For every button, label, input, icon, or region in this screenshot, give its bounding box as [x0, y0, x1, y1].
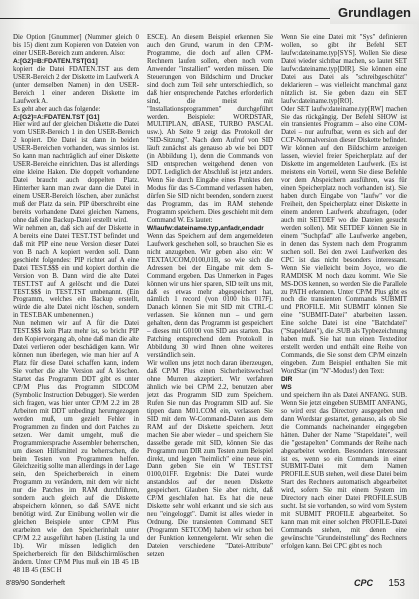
- code-line: W/laufw:dateiname.typ,anfadr,endadr: [147, 224, 264, 232]
- code-line: A:[G2]=A:FDATEN.TST [G1]: [13, 113, 100, 121]
- paragraph: Nun nehmen wir auf A für die Datei TEST.$$$ kein Platz mehr ist, so bricht PIP den Kopiervorgang ab, ohne daß man die alte Datei verlieren oder beschädigen kann. Wir können nun überlegen, wie man hier auf A Platz für diese Datei schaffen kann, indem Sie vorher die alte Version auf A löschen. Startet das Programm DDT gibt es unter CP/M Plus das Programm SIDCOM (Symbolic Instruction Debugger). Sie werden sich fragen, was hier unter CP/M 2.2 im 28 Arbeiten mit DDT unbedingt herumgezogen werden muß, um gezielt Fehler in Programmen zu finden und dort Patches zu setzen. Wer damit umgeht, muß die Programmiersprache Assembler beherrschen, um diesen Hilfsmittel zu beherrschen, die beim Testen von Programmen helfen. Gleichzeitig sollte man allerdings in der Lage sein, den Speicherbereich in einem Programm zu verändern, mit dem wir nicht nur die Patches im RAM durchführen, sondern auch gleich auf die Diskette abspeichern können, so daß SAVE nicht benötigt wird. Zur Einübung wollen wir die gleichen Beispiele unter CP/M Plus erarbeiten wie den Speicherinhalt unter CP/M 2.2 ausgeführt haben (Listing 1a und 1b). Wir müssen lediglich den Speicherbereich für den Bildschirmlöschen ändern. Unter CP/M Plus muß ein 1B 45 1B 48 1B 45 (ESC H: [13, 320, 139, 574]
- paragraph: Oder SET laufw:dateiname.typ[RW] machen Sie das rückgängig. Der Befehl SHOW ist ein transientes Programm – also eine COM-Datei – nur aufrufbar, wenn es sich auf der CCP-Normalversion dieser Diskette befindet. Wir können auf den Bildschirm anzeigen lassen, wieviel freier Speicherplatz auf der Diskette im angemeldeten Laufwerk. (Es ist meistens ein Vorteil, wenn Sie diese Befehle vor dem Abspeichern ausführen, was für einen Speicherplatz noch vorhanden ist). Sie haben durch Eingabe von "laufw" vor die Freiheit, den Speicherplatz einer Diskette in einem anderen Laufwerk abzufragen, (oder auch mit SETDEF wo die Dateien gesucht werden sollen). Mit SETDEF können Sie in einem "Suchpfad" alle Laufwerke angeben, in denen das System nach dem Programm suchen soll. Bei den zwei Laufwerken des CPC ist das nicht besonders interessant. Wenn Sie vielleicht beim Joyce, wo die RAMDISK M noch dazu kommt. Wie Sie MS-DOS kennen, so werden Sie die Parallele zu PATH erkennen. Unter CP/M Plus gibt es noch die transienten Commands SUBMIT und PROFILE. Mit SUBMIT können Sie eine "SUBMIT-Datei" abarbeiten lassen. Eine solche Datei ist eine "Batchdatei" ("Stapeldatei"), die .SUB als Typbezeichnung haben muß. Sie hat nun einen Texteditor erstellt werden und enthält eine Reihe von Commands, die Sie sonst dem CP/M einzeln eingeben. Zum Beispiel enthalten Sie mit WordStar (im "N"-Modus!) den Text:: [281, 105, 407, 376]
- paragraph: Hier wird auf der gleichen Diskette die Datei vom USER-Bereich 1 in den USER-Bereich 2 kopiert. Die Datei ist dann in beiden USER-Bereichen vorhanden, was sinnlos ist. So kann man nachträglich auf einer Diskette USER-Bereiche einrichten. Das ist allerdings eine kleine Haken. Die doppelt vorhandene Datei braucht auch doppelten Platz. Hinterher kann man zwar dann die Datei in einem USER-Bereich löschen, aber zunächst muß der Platz da sein. PIP überschreibt eine bereits vorhandene Datei gleichen Namens, ohne daß eine Backup-Datei erstellt wird.: [13, 121, 139, 224]
- code-line: A:[G2]=B:FDATEN.TST[G1]: [13, 57, 98, 65]
- code-line: WS: [281, 383, 292, 391]
- page-header: [0, 0, 419, 30]
- page-number: 153: [388, 578, 405, 589]
- paragraph: Wenn das Speichern auf dem angemeldeten Laufwerk geschehen soll, so brauchen Sie es nicht anzugeben. Wir geben also ein: W TEXTAUCOM,0100,01B, so wie sich die Adressen bei der Eingabe mit dem S-Command ergeben. Das Unmerken in Pages können wir uns hier sparen, SID teilt uns mit, daß es etwas mehr abgespeichert hat, nämlich 1 record (von 0100 bis 017F). Danach können Sie mit SID mit CTRL-C verlassen. Sie können nun – und gern gehalten, denn das Programm ist gespeichert – dieses mit G0100 von SID aus starten. Das Patching entsprechend dem Protokoll in Abbildung 30 wird Ihnen ohne weiteres verständlich sein.: [147, 232, 273, 360]
- paragraph: Wir wollen uns jetzt noch daran überzeugen, daß CP/M Plus einen Sicherheitswechsel ohne Murren akzeptiert. Wir verfahren ähnlich wie bei CP/M 2.2, benutzen aber jetzt das Programm SID zum Speichern. Rufen Sie nun das Programm SID auf. Sie tippen dann M01.COM ein, verlassen Sie SID mit dem W-Command-Daten aus dem RAM auf der Diskette speichern. Jetzt machen Sie aber wieder – und speichern Sie dasselbe gerade mit SID, können Sie das Programm nun DIR zum Testen zum Beispiel direkt, und legen "heimlich" eine neue ein. Dann geben Sie ein W TEST.TST 0100,01FF. Ergebnis: Die Datei wurde anstandslos auf der neuen Diskette gespeichert. Glauben Sie aber nicht, daß CP/M geschlafen hat. Es hat die neue Diskette sehr wohl erkannt und sie sich aus neu "eingeloggt". Damit ist alles wieder in Ordnung. Die transienten Command SET (Programm SETCOM) haben wir schon bei der Funktion kennengelernt. Wir sehen die Dateien verschiedene "Datei-Attribute" setzen: [147, 360, 273, 558]
- paragraph: Es geht aber auch das folgende:: [13, 105, 101, 113]
- header-rule: [0, 18, 330, 19]
- column-3: [281, 34, 407, 570]
- column-2: [147, 34, 273, 570]
- paragraph: ESCE). An diesem Beispiel erkennen Sie auch den Grund, warum in den CP/M-Programme, die doch auf allen CPM-Rechnern laufen sollen, eben noch vom Anwender "installiert" werden müssen. Die Steuerungen von Bildschirm und Drucker sind doch zum Teil sehr unterschiedlich, so daß hier entsprechende Patches erforderlich sind, die meist mit "Installationsprogrammen" durchgeführt werden. Beispiele: WORDSTAR, MULTIPLAN, dBASE, TURBO PASCAL usw.). Ab Seite 9 zeigt das Protokoll der "SID-Sitzung". Nach dem Aufruf von SID läuft zunächst als genauso ab wie bei DDT (in Abbildung 1), denn die Commands von SID entsprechen weitgehend denen von DDT. Lediglich der Abschluß ist jetzt anders. Wenn Sie durch Eingabe eines Punktes den Modus für das S-Command verlassen haben, dürfen Sie SID nicht beenden, sondern zuerst das Programm, das im RAM stehende Programm speichern. Dies geschieht mit dem Command W. Es lautet:: [147, 34, 273, 224]
- section-title: Grundlagen: [338, 5, 411, 20]
- paragraph: kopiert die Datei FDATEN.TST aus dem USER-Bereich 2 der Diskette im Laufwerk A (unter demselben Namen) in den USER-Bereich 1 einer anderen Diskette im Laufwerk A.: [13, 65, 139, 105]
- magazine-logo: CPC: [353, 578, 373, 588]
- paragraph: und speichern ihn als Datei ANFANG. SUB. Wenn Sie jetzt eingeben SUBMIT ANFANG, so wird erst das Directory ausgegeben und dann Wordstar gestartet, genauso, als ob Sie die Commands nacheinander eingegeben hätten. Daher der Name "Stapeldatei", weil die "gestapelten" Commands der Reihe nach abgearbeitet werden. Besonders interessant ist es, wenn so ein Commands in einer SUBMIT-Datei mit dem Namen PROFILE.SUB stehen, weil diese Datei beim Start des Rechners automatisch abgearbeitet wird, sofern Sie mit einem System im Directory nach einer Datei PROFILE.SUB sucht. Ist sie vorhanden, so wird vom System mit SUBMIT PROFILE abgearbeitet. So kann man mit einer solchen PROFILE-Datei Commands stehen, mit denen eine gewünschte "Grundeinstellung" des Rechners erfolgen kann. Bei CPC gibt es noch: [281, 391, 407, 550]
- code-line: DIR: [281, 375, 293, 383]
- column-1: [13, 34, 139, 574]
- paragraph: Wir nehmen an, daß sich auf der Diskette in A bereits eine Datei TEST.TST befindet und daß mit PIP eine neue Version dieser Datei von B nach A kopiert werden soll. Dann geschieht folgendes: PIP richtet auf A eine Datei TEST.$$$ ein und kopiert dorthin die Version von B. Dann wird die alte Datei TEST.TST auf A gelöscht und die Datei TEST.$$$ in TEST.TST umbenannt. (Ein Programm, welches ein Backup erstellt, würde die alte Datei nicht löschen, sondern in TEST.BAK umbenennen.): [13, 224, 139, 320]
- page-footer: [0, 578, 419, 599]
- paragraph: Wenn Sie eine Datei mit "Sys" definieren wollen, so gibt ihr Befehl SET laufw:dateiname.typ[SYS]. Wollen Sie diese Datei wieder sichtbar machen, so lautet SET laufw:dateiname.typ[DIR]. Sie können eine Datei aus Datei als "schreibgeschützt" deklarieren – was vielleicht manchmal ganz nützlich ist. Sie geben dazu ein SET laufw:dateiname.typ[RO].: [281, 34, 407, 105]
- article-columns: [13, 34, 409, 574]
- paragraph: Die Option [Gnummer] (Nummer gleich 0 bis 15) dient zum Kopieren von Dateien von einer USER-Bereich zum anderen. Also:: [13, 34, 139, 57]
- issue-label: 8'89/90 Sonderheft: [6, 580, 65, 587]
